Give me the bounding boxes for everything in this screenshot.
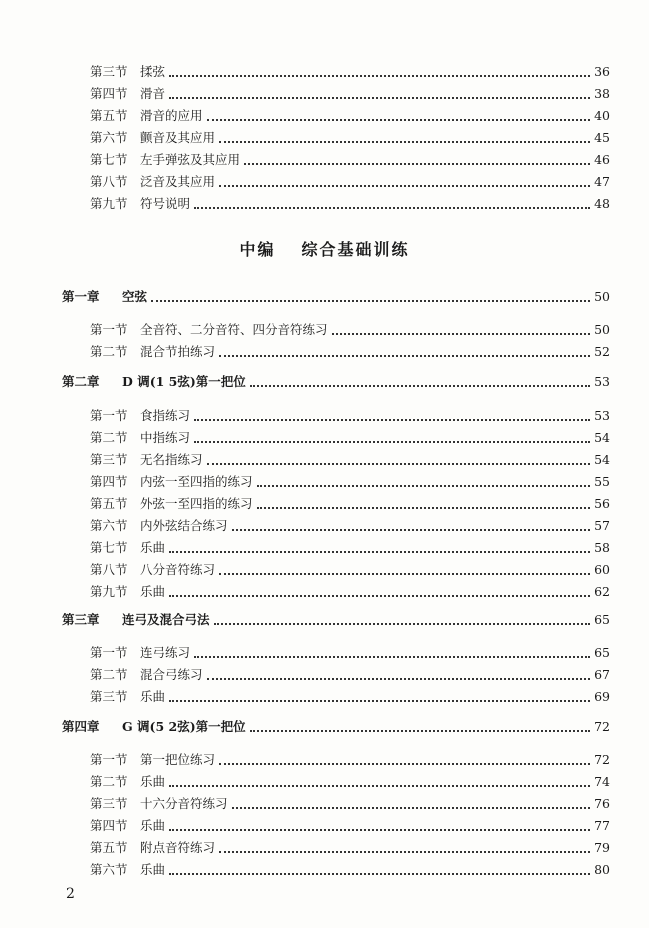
page-ref: 57 [594, 518, 610, 533]
part-label: 中编 [239, 240, 276, 259]
section-title: 内弦一至四指的练习 [140, 474, 253, 489]
dot-leader [219, 573, 590, 575]
chapter-number: 第四章 [62, 719, 100, 734]
section-title: 连弓练习 [140, 645, 191, 660]
page-ref: 72 [594, 719, 610, 734]
section-title: 混合弓练习 [140, 667, 203, 682]
section-title: 颤音及其应用 [140, 130, 216, 145]
section-number: 第二节 [90, 344, 128, 359]
dot-leader [194, 419, 590, 421]
chapter-number: 第二章 [62, 374, 100, 389]
dot-leader [257, 507, 590, 509]
part-title: 综合基础训练 [301, 240, 410, 259]
toc-entry[interactable] [90, 562, 610, 578]
toc-entry[interactable] [90, 752, 610, 768]
section-number: 第二节 [90, 667, 128, 682]
chapter-title: 空弦 [122, 289, 148, 304]
chapter-number: 第三章 [62, 612, 100, 627]
dot-leader [257, 485, 590, 487]
dot-leader [219, 141, 590, 143]
section-title: 全音符、二分音符、四分音符练习 [140, 322, 328, 337]
chapter-title: D 调(1 5弦)第一把位 [122, 374, 246, 389]
dot-leader [169, 75, 590, 77]
section-number: 第五节 [90, 840, 128, 855]
toc-entry[interactable] [90, 496, 610, 512]
page-ref: 56 [594, 496, 610, 511]
dot-leader [207, 463, 590, 465]
page-ref: 54 [594, 430, 610, 445]
section-title: 中指练习 [140, 430, 191, 445]
dot-leader [207, 119, 590, 121]
section-number: 第七节 [90, 540, 128, 555]
section-number: 第四节 [90, 474, 128, 489]
toc-entry[interactable] [90, 818, 610, 834]
section-number: 第八节 [90, 562, 128, 577]
page-ref: 74 [594, 774, 610, 789]
section-title: 乐曲 [140, 862, 166, 877]
toc-chapter-entry[interactable] [62, 374, 610, 390]
section-number: 第一节 [90, 408, 128, 423]
toc-entry[interactable] [90, 689, 610, 705]
page-ref: 69 [594, 689, 610, 704]
section-number: 第五节 [90, 108, 128, 123]
section-title: 无名指练习 [140, 452, 203, 467]
toc-entry[interactable] [90, 452, 610, 468]
section-number: 第九节 [90, 196, 128, 211]
toc-entry[interactable] [90, 796, 610, 812]
toc-entry[interactable] [90, 322, 610, 338]
part-heading [0, 237, 649, 260]
page-ref: 46 [594, 152, 610, 167]
toc-entry[interactable] [90, 430, 610, 446]
page-ref: 36 [594, 64, 610, 79]
page-ref: 62 [594, 584, 610, 599]
page-ref: 54 [594, 452, 610, 467]
toc-entry[interactable] [90, 152, 610, 168]
toc-chapter-entry[interactable] [62, 719, 610, 735]
page-ref: 72 [594, 752, 610, 767]
section-title: 揉弦 [140, 64, 166, 79]
section-title: 乐曲 [140, 818, 166, 833]
section-number: 第二节 [90, 774, 128, 789]
toc-entry[interactable] [90, 130, 610, 146]
section-title: 十六分音符练习 [140, 796, 228, 811]
page-ref: 76 [594, 796, 610, 811]
dot-leader [169, 595, 590, 597]
page-ref: 80 [594, 862, 610, 877]
page-ref: 40 [594, 108, 610, 123]
chapter-title: G 调(5 2弦)第一把位 [122, 719, 246, 734]
page-ref: 53 [594, 374, 610, 389]
dot-leader [151, 300, 590, 302]
page-ref: 47 [594, 174, 610, 189]
toc-entry[interactable] [90, 774, 610, 790]
section-title: 乐曲 [140, 774, 166, 789]
dot-leader [250, 385, 590, 387]
section-number: 第四节 [90, 86, 128, 101]
page-ref: 60 [594, 562, 610, 577]
page-ref: 67 [594, 667, 610, 682]
section-number: 第六节 [90, 518, 128, 533]
section-title: 混合节拍练习 [140, 344, 216, 359]
dot-leader [169, 97, 590, 99]
section-number: 第一节 [90, 322, 128, 337]
page-ref: 79 [594, 840, 610, 855]
dot-leader [169, 700, 590, 702]
section-title: 八分音符练习 [140, 562, 216, 577]
section-title: 乐曲 [140, 540, 166, 555]
section-title: 乐曲 [140, 689, 166, 704]
section-title: 第一把位练习 [140, 752, 216, 767]
section-number: 第八节 [90, 174, 128, 189]
section-number: 第三节 [90, 452, 128, 467]
section-number: 第三节 [90, 64, 128, 79]
section-title: 食指练习 [140, 408, 191, 423]
toc-entry[interactable] [90, 196, 610, 212]
page-ref: 53 [594, 408, 610, 423]
dot-leader [194, 441, 590, 443]
toc-entry[interactable] [90, 862, 610, 878]
section-number: 第三节 [90, 689, 128, 704]
section-number: 第一节 [90, 752, 128, 767]
page-ref: 65 [594, 612, 610, 627]
page-ref: 77 [594, 818, 610, 833]
section-number: 第一节 [90, 645, 128, 660]
section-number: 第五节 [90, 496, 128, 511]
toc-entry[interactable] [90, 840, 610, 856]
section-number: 第六节 [90, 130, 128, 145]
toc-entry[interactable] [90, 344, 610, 360]
toc-entry[interactable] [90, 667, 610, 683]
dot-leader [232, 807, 590, 809]
section-title: 滑音的应用 [140, 108, 203, 123]
page-ref: 58 [594, 540, 610, 555]
section-title: 附点音符练习 [140, 840, 216, 855]
toc-chapter-entry[interactable] [62, 289, 610, 305]
dot-leader [250, 730, 590, 732]
page-ref: 48 [594, 196, 610, 211]
page-number: 2 [66, 886, 75, 902]
dot-leader [214, 623, 590, 625]
section-title: 符号说明 [140, 196, 191, 211]
toc-entry[interactable] [90, 518, 610, 534]
section-title: 滑音 [140, 86, 166, 101]
page-ref: 55 [594, 474, 610, 489]
section-title: 乐曲 [140, 584, 166, 599]
section-number: 第二节 [90, 430, 128, 445]
dot-leader [332, 333, 590, 335]
dot-leader [169, 551, 590, 553]
chapter-title: 连弓及混合弓法 [122, 612, 210, 627]
dot-leader [219, 851, 590, 853]
page-ref: 50 [594, 322, 610, 337]
section-number: 第九节 [90, 584, 128, 599]
chapter-number: 第一章 [62, 289, 100, 304]
dot-leader [169, 829, 590, 831]
dot-leader [219, 763, 590, 765]
dot-leader [232, 529, 590, 531]
toc-entry[interactable] [90, 64, 610, 80]
dot-leader [169, 873, 590, 875]
dot-leader [244, 163, 590, 165]
dot-leader [169, 785, 590, 787]
section-number: 第四节 [90, 818, 128, 833]
dot-leader [219, 355, 590, 357]
section-title: 泛音及其应用 [140, 174, 216, 189]
dot-leader [219, 185, 590, 187]
section-title: 外弦一至四指的练习 [140, 496, 253, 511]
toc-entry[interactable] [90, 86, 610, 102]
toc-entry[interactable] [90, 584, 610, 600]
section-title: 内外弦结合练习 [140, 518, 228, 533]
toc-entry[interactable] [90, 408, 610, 424]
page-ref: 45 [594, 130, 610, 145]
section-title: 左手弹弦及其应用 [140, 152, 241, 167]
section-number: 第七节 [90, 152, 128, 167]
dot-leader [194, 656, 590, 658]
page-ref: 65 [594, 645, 610, 660]
page-ref: 52 [594, 344, 610, 359]
page-ref: 38 [594, 86, 610, 101]
page-ref: 50 [594, 289, 610, 304]
toc-entry[interactable] [90, 174, 610, 190]
toc-chapter-entry[interactable] [62, 612, 610, 628]
dot-leader [194, 207, 590, 209]
dot-leader [207, 678, 590, 680]
section-number: 第三节 [90, 796, 128, 811]
toc-entry[interactable] [90, 540, 610, 556]
toc-entry[interactable] [90, 474, 610, 490]
section-number: 第六节 [90, 862, 128, 877]
toc-entry[interactable] [90, 645, 610, 661]
toc-entry[interactable] [90, 108, 610, 124]
